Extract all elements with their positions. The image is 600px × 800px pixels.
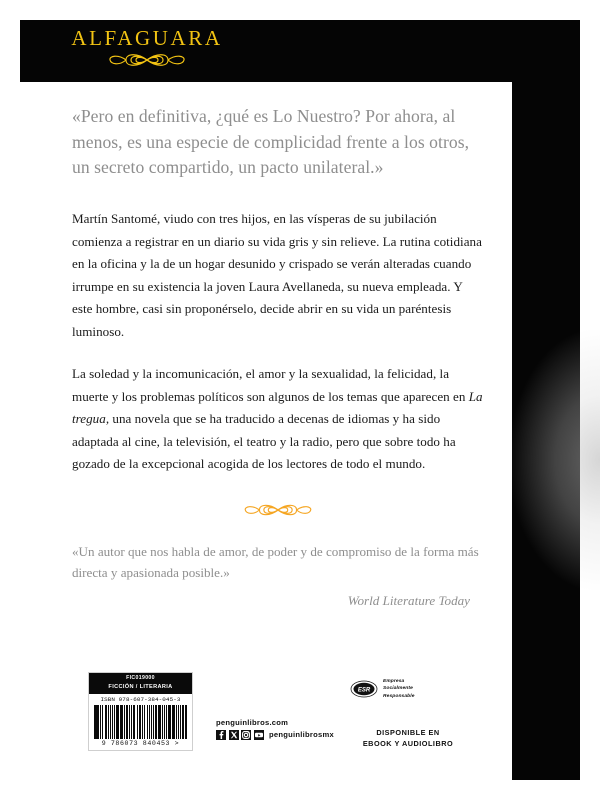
facebook-icon[interactable] <box>216 730 226 740</box>
back-cover-content <box>72 104 484 609</box>
publisher-website[interactable]: penguinlibros.com <box>216 718 289 727</box>
publisher-social-handle[interactable]: penguinlibrosmx <box>269 730 334 739</box>
publisher-web-block <box>216 718 334 740</box>
esr-badge-icon <box>350 679 378 699</box>
alfaguara-knot-ornament <box>62 50 232 70</box>
esr-line-3: Responsable <box>383 693 415 699</box>
esr-certification <box>350 678 415 700</box>
pull-quote: «Pero en definitiva, ¿qué es Lo Nuestro? Por ahora, al menos, es una especie de complicidad frente a los otros, un secreto compartido, un pacto unilateral.» <box>72 106 470 178</box>
availability-note <box>338 728 478 750</box>
cover-footer <box>20 660 512 780</box>
isbn-text: ISBN 978-607-384-045-3 <box>100 696 181 704</box>
esr-text-block <box>383 678 415 700</box>
esr-line-1: Empresa <box>383 679 405 684</box>
youtube-icon[interactable] <box>254 730 264 740</box>
blurb-p2-text-after: una novela que se ha traducido a decenas de idiomas y ha sido adaptada al cine, la televisión, el teatro y la radio, pero que sobre todo ha gozado de la excepcional acogida de los lectores de todo el mundo. <box>72 411 456 472</box>
masthead <box>20 20 512 82</box>
imprint-name: ALFAGUARA <box>71 26 223 50</box>
cover-bottom-margin <box>0 780 600 800</box>
x-twitter-icon[interactable] <box>229 730 239 740</box>
availability-line-1: DISPONIBLE EN <box>376 728 440 737</box>
blurb-p2-text-before: La soledad y la incomunicación, el amor y la sexualidad, la felicidad, la muerte y los problemas políticos son algunos de los temas que aparecen en <box>72 366 469 404</box>
press-review-quote: «Un autor que nos habla de amor, de poder y de compromiso de la forma más directa y apasionada posible.» <box>72 543 479 581</box>
book-title-italic: La tregua, <box>72 388 483 427</box>
bisac-code: FIC019000 <box>126 675 155 681</box>
svg-text:ESR: ESR <box>357 687 371 694</box>
alfaguara-logo <box>62 28 232 70</box>
blurb-paragraph-2 <box>72 363 484 476</box>
esr-line-2: Socialmente <box>383 686 413 692</box>
press-review-source: World Literature Today <box>347 593 470 609</box>
social-links-row <box>216 730 334 740</box>
bisac-band <box>89 673 192 694</box>
barcode-bars <box>94 705 187 739</box>
ean-digits: 9 786073 840453 > <box>101 739 180 747</box>
bisac-category-label: FICCIÓN / LITERARIA <box>108 683 173 690</box>
knot-ornament-divider <box>72 499 484 521</box>
barcode-block <box>88 672 193 751</box>
cover-right-frame <box>512 20 580 780</box>
blurb-paragraph-1: Martín Santomé, viudo con tres hijos, en las vísperas de su jubilación comienza a registrar en un diario su vida gris y sin relieve. La rutina cotidiana en la oficina y la de un hogar desunido y crispado se verán alteradas cuando irrumpe en su existencia la joven Laura Avellaneda, su nueva empleada. Y este hombre, casi sin proponérselo, decide abrir en su vida un paréntesis luminoso. <box>72 211 482 339</box>
instagram-icon[interactable] <box>241 730 251 740</box>
availability-line-2: EBOOK Y AUDIOLIBRO <box>362 738 454 748</box>
